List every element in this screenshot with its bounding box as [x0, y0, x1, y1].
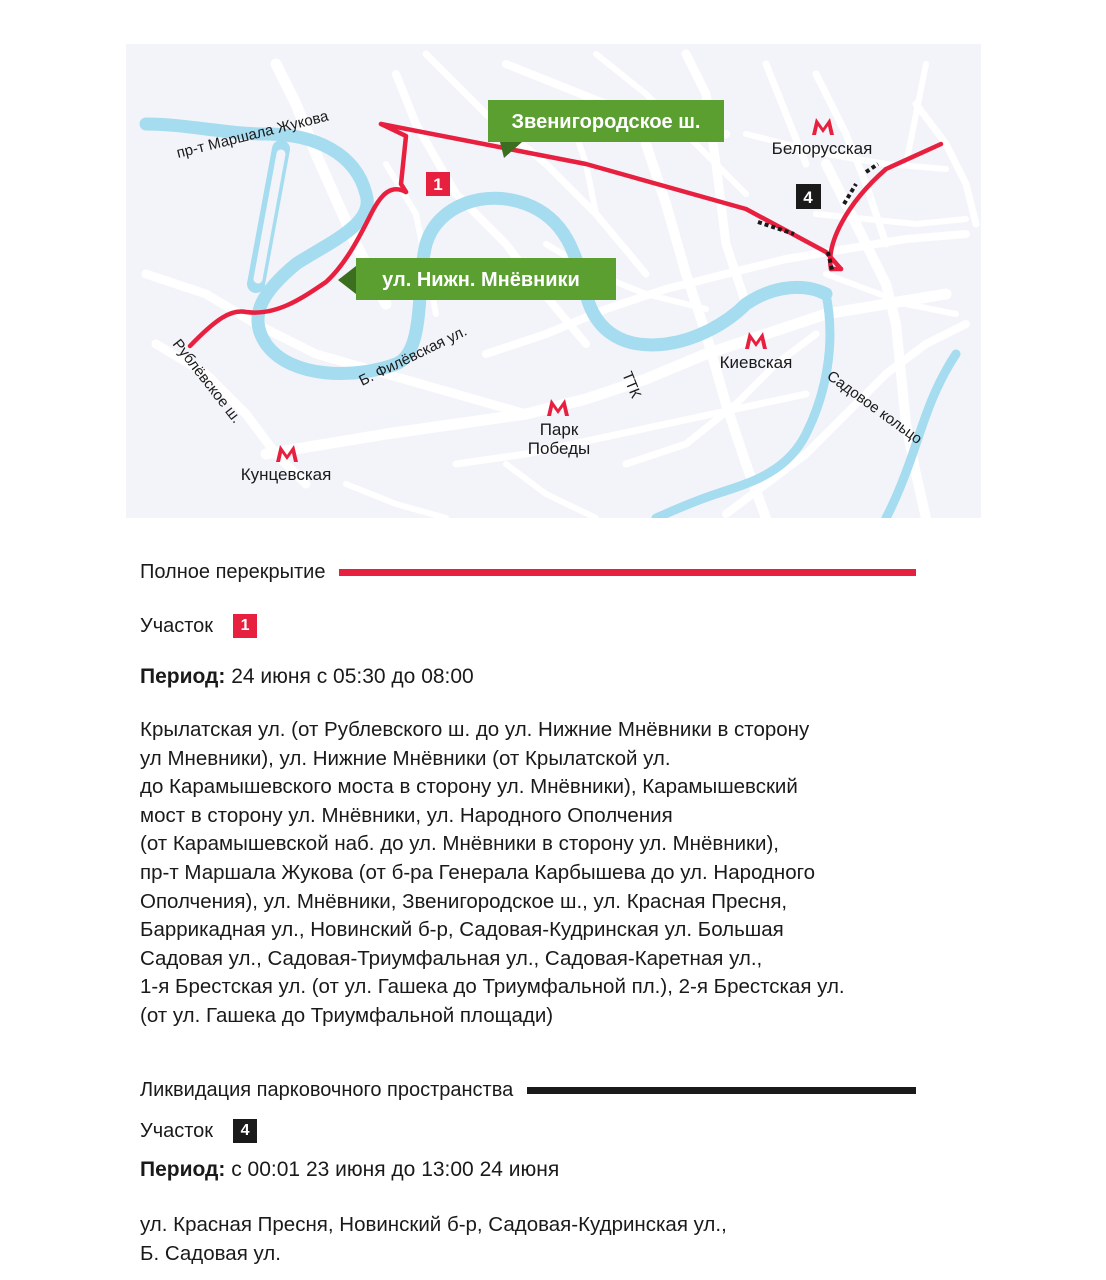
- section1-badge: 1: [233, 614, 257, 638]
- section1-line: (от ул. Гашека до Триумфальной площади): [140, 1003, 554, 1027]
- section1-line: до Карамышевского моста в сторону ул. Мнёвники), Карамышевский: [140, 775, 798, 799]
- metro-kuntsevskaya-label: Кунцевская: [240, 465, 332, 484]
- section4-period-key: Период:: [140, 1158, 226, 1181]
- section1-line: (от Карамышевской наб. до ул. Мнёвники в сторону ул. Мнёвники),: [140, 832, 780, 856]
- section1-line: Баррикадная ул., Новинский б-р, Садовая-Кудринская ул. Большая: [140, 918, 784, 942]
- section1-line: Крылатская ул. (от Рублевского ш. до ул. Нижние Мнёвники в сторону: [140, 718, 810, 741]
- metro-belorusskaya-label: Белорусская: [771, 139, 873, 158]
- section4-period-value: с 00:01 23 июня до 13:00 24 июня: [225, 1158, 560, 1181]
- section4-line: ул. Красная Пресня, Новинский б-р, Садовая-Кудринская ул.,: [140, 1213, 727, 1236]
- street-label-sadovoe: Садовое кольцо: [823, 367, 926, 448]
- section1-streets: [140, 716, 930, 1031]
- section4-line: Б. Садовая ул.: [140, 1241, 281, 1265]
- legend-closure: [140, 561, 916, 584]
- legend-parking: [140, 1079, 916, 1102]
- section1-period-value: 24 июня с 05:30 до 08:00: [225, 665, 474, 688]
- svg-text:ул. Нижн. Мнёвники: ул. Нижн. Мнёвники: [382, 269, 580, 291]
- section4-streets: [140, 1211, 930, 1268]
- section1-period: [140, 665, 474, 689]
- route-map: [126, 44, 981, 518]
- section1-period-key: Период:: [140, 665, 226, 688]
- section1-line: мост в сторону ул. Мнёвники, ул. Народного Ополчения: [140, 803, 673, 827]
- svg-text:Звенигородское ш.: Звенигородское ш.: [511, 111, 701, 133]
- section4-heading: [140, 1119, 257, 1143]
- street-label-rublevskoe: Рублёвское ш.: [168, 335, 245, 427]
- street-label-marshala-zhukova: пр-т Маршала Жукова: [174, 107, 331, 162]
- section1-label: Участок: [140, 614, 214, 637]
- metro-park-pobedy-label-1: Парк: [539, 420, 579, 439]
- section1-heading: [140, 614, 257, 638]
- legend-closure-label: Полное перекрытие: [140, 561, 326, 583]
- section1-line: Садовая ул., Садовая-Триумфальная ул., Садовая-Каретная ул.,: [140, 946, 763, 970]
- section1-line: пр-т Маршала Жукова (от б-ра Генерала Карбышева до ул. Народного: [140, 860, 816, 884]
- svg-text:1: 1: [433, 175, 443, 194]
- svg-text:4: 4: [803, 188, 813, 207]
- section1-line: 1-я Брестская ул. (от ул. Гашека до Триумфальной пл.), 2-я Брестская ул.: [140, 975, 845, 999]
- section1-line: Ополчения), ул. Мнёвники, Звенигородское ш., ул. Красная Пресня,: [140, 889, 788, 913]
- street-label-filevskaya: Б. Филёвская ул.: [356, 322, 470, 390]
- legend-closure-line: [339, 569, 916, 576]
- map-badge-section1: [426, 172, 450, 196]
- street-label-ttk: ТТК: [618, 369, 645, 401]
- metro-park-pobedy-label-2: Победы: [527, 439, 591, 458]
- section1-line: ул Мневники), ул. Нижние Мнёвники (от Крылатской ул.: [140, 746, 671, 770]
- metro-kievskaya-label: Киевская: [719, 353, 793, 372]
- legend-parking-line: [527, 1087, 916, 1094]
- section4-period: [140, 1158, 559, 1182]
- callout-mnevniki: [338, 258, 616, 300]
- section4-badge: 4: [233, 1119, 257, 1143]
- legend-parking-label: Ликвидация парковочного пространства: [140, 1079, 514, 1101]
- map-badge-section4: [796, 184, 821, 209]
- section4-label: Участок: [140, 1119, 214, 1142]
